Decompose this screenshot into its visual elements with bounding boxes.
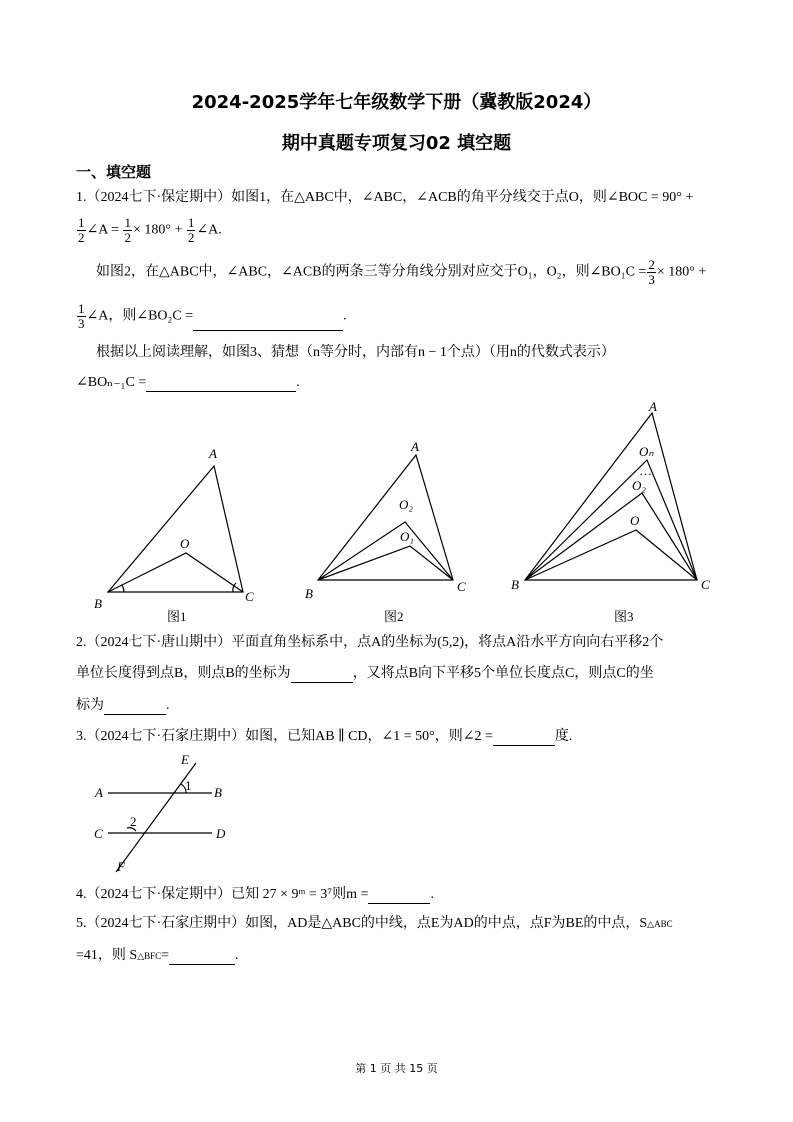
fig3-lines — [525, 460, 697, 580]
subscript: △ABC — [647, 919, 673, 929]
answer-blank[interactable] — [291, 668, 353, 683]
q2-line3 — [76, 697, 170, 715]
label: E — [181, 752, 189, 767]
q1-line5: 根据以上阅读理解，如图3、猜想（n等分时，内部有n − 1个点）（用n的代数式表示） — [96, 345, 615, 360]
fig1-angle-arc — [122, 585, 124, 592]
fig4-transversal — [116, 763, 196, 872]
denominator: 3 — [78, 316, 85, 331]
text: ，又将点B向下平移5个单位长度点C，则点C的坐 — [352, 666, 654, 681]
text: 如图2，在△ABC中，∠ABC，∠ACB的两条三等分角线分别对应交于O₁，O₂，则∠BO₁C = — [96, 264, 647, 280]
text: . — [430, 887, 434, 902]
label: C — [457, 579, 466, 594]
label: F — [117, 859, 125, 874]
label: A — [411, 439, 419, 454]
document-subtitle: 期中真题专项复习02 填空题 — [281, 133, 512, 154]
q1-line1: 1.（2024七下·保定期中）如图1，在△ABC中，∠ABC，∠ACB的角平分线交于点O，则∠BOC = 90° + — [76, 190, 694, 205]
label: O₁ — [400, 529, 414, 544]
q2-line2 — [76, 665, 654, 683]
text: × 180° + — [132, 222, 183, 238]
label: B — [305, 586, 313, 601]
caption: 图1 — [167, 609, 187, 624]
text: ∠A. — [196, 222, 222, 238]
numerator: 2 — [648, 257, 655, 272]
subscript: △BFC — [137, 951, 162, 961]
label: 1 — [185, 778, 192, 793]
section-heading: 一、填空题 — [76, 163, 152, 181]
label: … — [640, 463, 652, 478]
text: 5.（2024七下·石家庄期中）如图，AD是△ABC的中线，点E为AD的中点，点F为BE的中点，S — [76, 916, 648, 931]
denominator: 2 — [124, 230, 131, 245]
q4-line1 — [76, 886, 434, 904]
fig1-triangle — [108, 466, 243, 592]
text: ∠A = — [86, 222, 119, 238]
text: =41，则 S — [76, 948, 138, 963]
fig2-triangle — [318, 455, 453, 580]
fig2-trisectors — [318, 522, 453, 580]
label: D — [216, 826, 226, 841]
text: . — [166, 698, 170, 713]
label: O — [630, 513, 640, 528]
denominator: 2 — [187, 230, 195, 245]
numerator: 1 — [78, 301, 85, 316]
answer-blank[interactable] — [493, 731, 555, 746]
page-footer: 第 1 页 共 15 页 — [355, 1062, 438, 1075]
text: 3.（2024七下·石家庄期中）如图，已知AB ∥ CD，∠1 = 50°，则∠2 = — [76, 729, 493, 744]
text: . — [235, 948, 239, 963]
text: ∠BOₙ₋₁C = — [76, 375, 147, 390]
label: O₂ — [399, 497, 413, 512]
text: = — [161, 948, 170, 963]
fig1-bisectors — [108, 553, 243, 592]
label: A — [95, 785, 103, 800]
label: B — [511, 577, 519, 592]
numerator: 1 — [78, 215, 85, 230]
text: ∠A，则∠BO₂C = — [86, 308, 194, 324]
label: O₂ — [632, 478, 646, 493]
text: 4.（2024七下·保定期中）已知 27 × 9ᵐ = 3⁷则m = — [76, 887, 369, 902]
q5-line2 — [76, 947, 239, 965]
text: . — [343, 308, 347, 324]
answer-blank[interactable] — [104, 700, 166, 715]
label: A — [209, 446, 217, 461]
answer-blank[interactable] — [368, 889, 430, 904]
numerator: 1 — [187, 215, 195, 230]
answer-blank[interactable] — [169, 950, 235, 965]
label: A — [649, 399, 657, 414]
q2-line1: 2.（2024七下·唐山期中）平面直角坐标系中，点A的坐标为(5,2)，将点A沿水平方向向右平移2个 — [76, 635, 664, 650]
label: B — [94, 596, 102, 611]
caption: 图2 — [384, 609, 404, 624]
text: × 180° + — [656, 264, 707, 280]
label: 2 — [130, 814, 137, 829]
label: C — [94, 826, 103, 841]
label: Oₙ — [639, 444, 654, 459]
denominator: 3 — [648, 272, 655, 287]
denominator: 2 — [78, 230, 85, 245]
label: O — [180, 536, 190, 551]
label: C — [701, 577, 710, 592]
q3-line1 — [76, 728, 572, 746]
document-title: 2024-2025学年七年级数学下册（冀教版2024） — [191, 92, 602, 113]
caption: 图3 — [614, 609, 634, 624]
label: C — [245, 589, 254, 604]
text: 度. — [554, 729, 573, 744]
text: . — [296, 375, 300, 390]
numerator: 1 — [124, 215, 131, 230]
text: 标为 — [76, 698, 104, 713]
label: B — [214, 785, 222, 800]
q5-line1 — [76, 915, 673, 933]
text: 单位长度得到点B，则点B的坐标为 — [76, 666, 291, 681]
